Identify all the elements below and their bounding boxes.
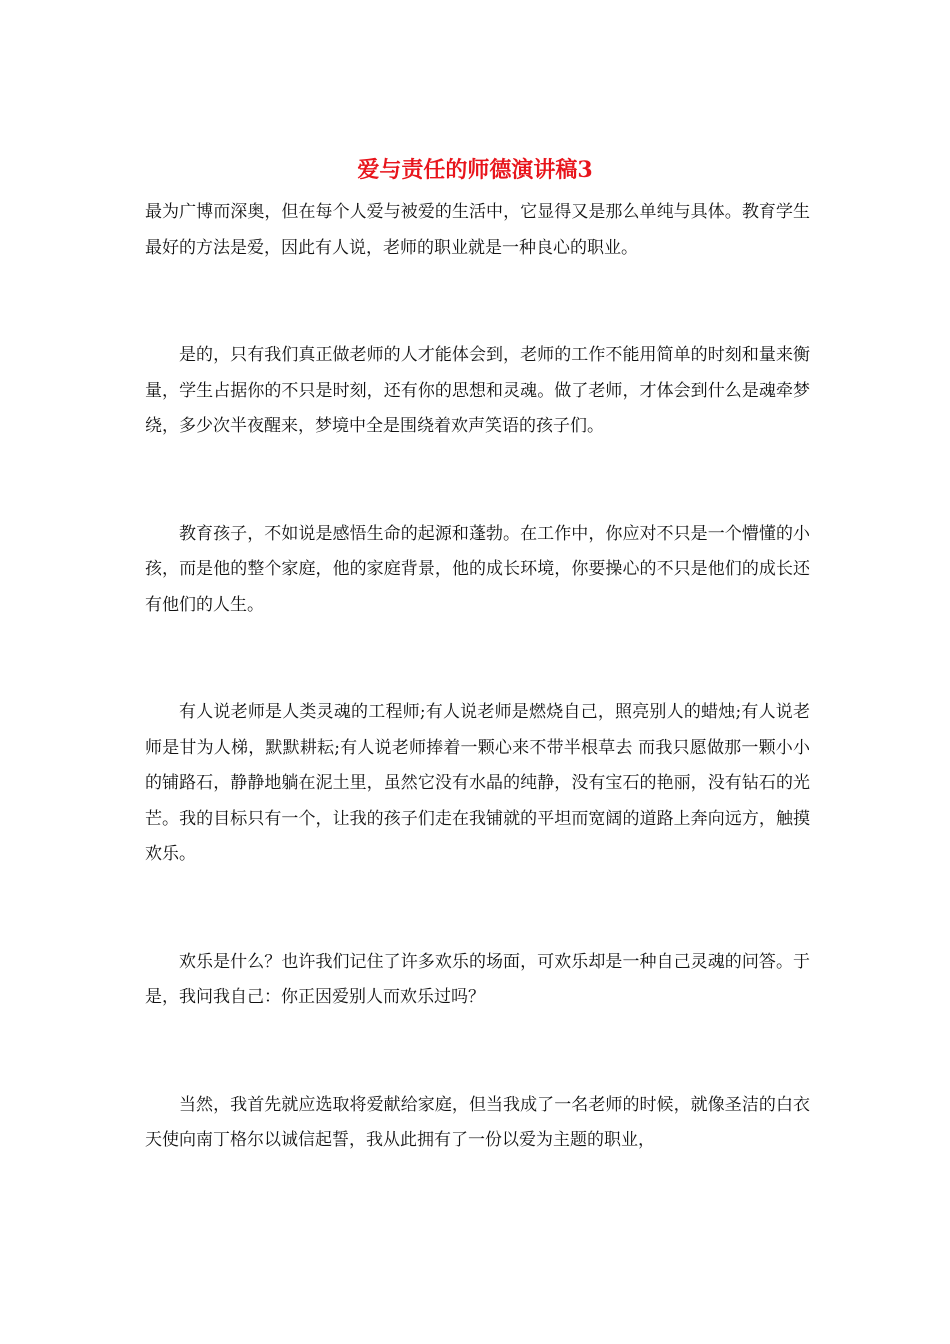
paragraph-2: 是的，只有我们真正做老师的人才能体会到，老师的工作不能用简单的时刻和量来衡量，学生占据你的不只是时刻，还有你的思想和灵魂。做了老师，才体会到什么是魂牵梦绕，多少次半夜醒来，梦境中全是围绕着欢声笑语的孩子们。 (145, 345, 810, 436)
document-title: 爱与责任的师德演讲稿3 (357, 157, 593, 183)
paragraph-4: 有人说老师是人类灵魂的工程师;有人说老师是燃烧自己，照亮别人的蜡烛;有人说老师是甘为人梯，默默耕耘;有人说老师捧着一颗心来不带半根草去 而我只愿做那一颗小小的铺路石，静静地躺在泥土里，虽然它没有水晶的纯静，没有宝石的艳丽，没有钻石的光芒。我的目标只有一个，让我的孩子们走在我铺就的平坦而宽阔的道路上奔向远方，触摸欢乐。 (145, 702, 810, 864)
document-body (145, 195, 810, 1159)
paragraph-1: 最为广博而深奥，但在每个人爱与被爱的生活中，它显得又是那么单纯与具体。教育学生最好的方法是爱，因此有人说，老师的职业就是一种良心的职业。 (145, 202, 810, 258)
paragraph-3: 教育孩子，不如说是感悟生命的起源和蓬勃。在工作中，你应对不只是一个懵懂的小孩，而是他的整个家庭，他的家庭背景，他的成长环境，你要操心的不只是他们的成长还有他们的人生。 (145, 523, 810, 615)
paragraph-5: 欢乐是什么？也许我们记住了许多欢乐的场面，可欢乐却是一种自己灵魂的问答。于是，我问我自己：你正因爱别人而欢乐过吗？ (145, 951, 810, 1007)
paragraph-6: 当然，我首先就应选取将爱献给家庭，但当我成了一名老师的时候，就像圣洁的白衣天使向南丁格尔以诚信起誓，我从此拥有了一份以爱为主题的职业， (145, 1094, 810, 1150)
